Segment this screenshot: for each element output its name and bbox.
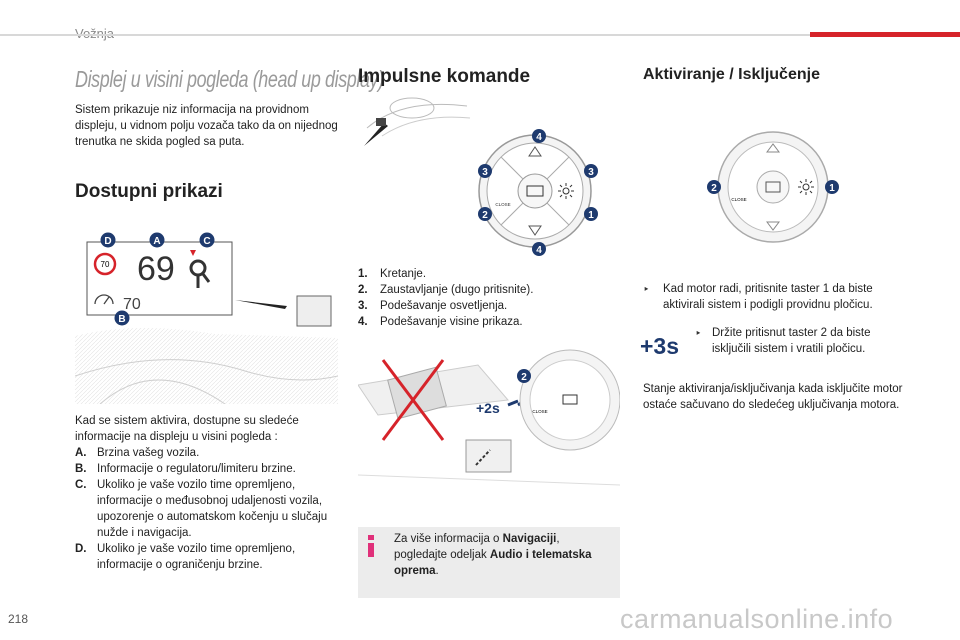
bullet-marker: ‣ <box>695 328 702 340</box>
svg-text:D: D <box>104 236 112 247</box>
stop-system-figure <box>358 345 620 500</box>
dashboard-location-figure <box>362 88 472 150</box>
callout-a <box>150 233 165 248</box>
svg-text:4: 4 <box>536 245 542 256</box>
navigation-note-text: Za više informacija o Navigaciji, pogledajte odeljak Audio i telematska oprema. <box>394 533 592 577</box>
cruise-speed-value: 70 <box>123 296 141 313</box>
callout-d <box>101 233 116 248</box>
svg-text:2: 2 <box>482 210 488 221</box>
watermark: carmanualsonline.info <box>620 604 894 634</box>
list-item: 3. Podešavanje osvetljenja. <box>358 300 508 312</box>
list-item: C. Ukoliko je vaše vozilo time opremljeno, informacije o međusobnoj udaljenosti vozila, upozorenje o automatskom kočenju u slučaju nužde i navigacija. <box>75 479 328 539</box>
svg-text:2: 2 <box>521 372 527 383</box>
hud-title: Displej u visini pogleda (head up display) <box>75 66 384 92</box>
list-item: 1. Kretanje. <box>358 268 427 280</box>
controls-list <box>358 266 608 330</box>
bullet-marker: ‣ <box>643 284 650 296</box>
svg-text:CLOSE: CLOSE <box>731 197 747 202</box>
state-memory-note: Stanje aktiviranja/isključivanja kada isključite motor ostaće sačuvano do sledećeg uključivanja motora. <box>643 383 903 411</box>
svg-text:4: 4 <box>536 132 542 143</box>
header-accent-bar <box>810 32 960 37</box>
activate-instruction: Kad motor radi, pritisnite taster 1 da biste aktivirali sistem i podigli providnu pločicu. <box>663 283 873 311</box>
activation-heading: Aktiviranje / Isključenje <box>643 66 820 83</box>
control-pad-figure <box>472 126 600 256</box>
svg-text:1: 1 <box>829 183 835 194</box>
svg-text:3: 3 <box>482 167 488 178</box>
svg-text:A: A <box>153 236 161 247</box>
svg-text:1: 1 <box>588 210 594 221</box>
svg-text:C: C <box>203 236 211 247</box>
list-item: A. Brzina vašeg vozila. <box>75 447 200 459</box>
speed-value: 69 <box>137 250 175 288</box>
hud-intro: Sistem prikazuje niz informacija na providnom displeju, u vidnom polju vozača tako da on nijednog trenutka ne skida pogled sa puta. <box>75 104 338 148</box>
svg-text:B: B <box>118 314 126 325</box>
list-item: 4. Podešavanje visine prikaza. <box>358 316 523 328</box>
impulse-controls-heading: Impulsne komande <box>358 66 531 87</box>
displays-list <box>75 445 340 573</box>
page-number: 218 <box>8 612 29 626</box>
svg-text:CLOSE: CLOSE <box>495 202 511 207</box>
list-item: D. Ukoliko je vaše vozilo time opremljeno, informacije o ograničenju brzine. <box>75 543 296 571</box>
hud-display-figure <box>75 226 338 404</box>
svg-text:CLOSE: CLOSE <box>532 409 548 414</box>
list-item: 2. Zaustavljanje (dugo pritisnite). <box>358 284 534 296</box>
press-duration-label: +2s <box>476 400 500 416</box>
deactivate-instruction: Držite pritisnut taster 2 da biste isključili sistem i vratili pločicu. <box>712 327 871 355</box>
svg-text:3: 3 <box>588 167 594 178</box>
long-press-label: +3s <box>640 333 680 359</box>
displays-list-intro: Kad se sistem aktivira, dostupne su sledeće informacije na displeju u visini pogleda : <box>75 415 299 443</box>
svg-text:2: 2 <box>711 183 717 194</box>
callout-c <box>200 233 215 248</box>
available-displays-heading: Dostupni prikazi <box>75 181 223 202</box>
speed-limit-value: 70 <box>100 260 110 269</box>
list-item: B. Informacije o regulatoru/limiteru brzine. <box>75 463 296 475</box>
info-icon <box>365 535 377 557</box>
activation-pad-figure <box>705 130 845 245</box>
callout-b <box>115 311 130 326</box>
